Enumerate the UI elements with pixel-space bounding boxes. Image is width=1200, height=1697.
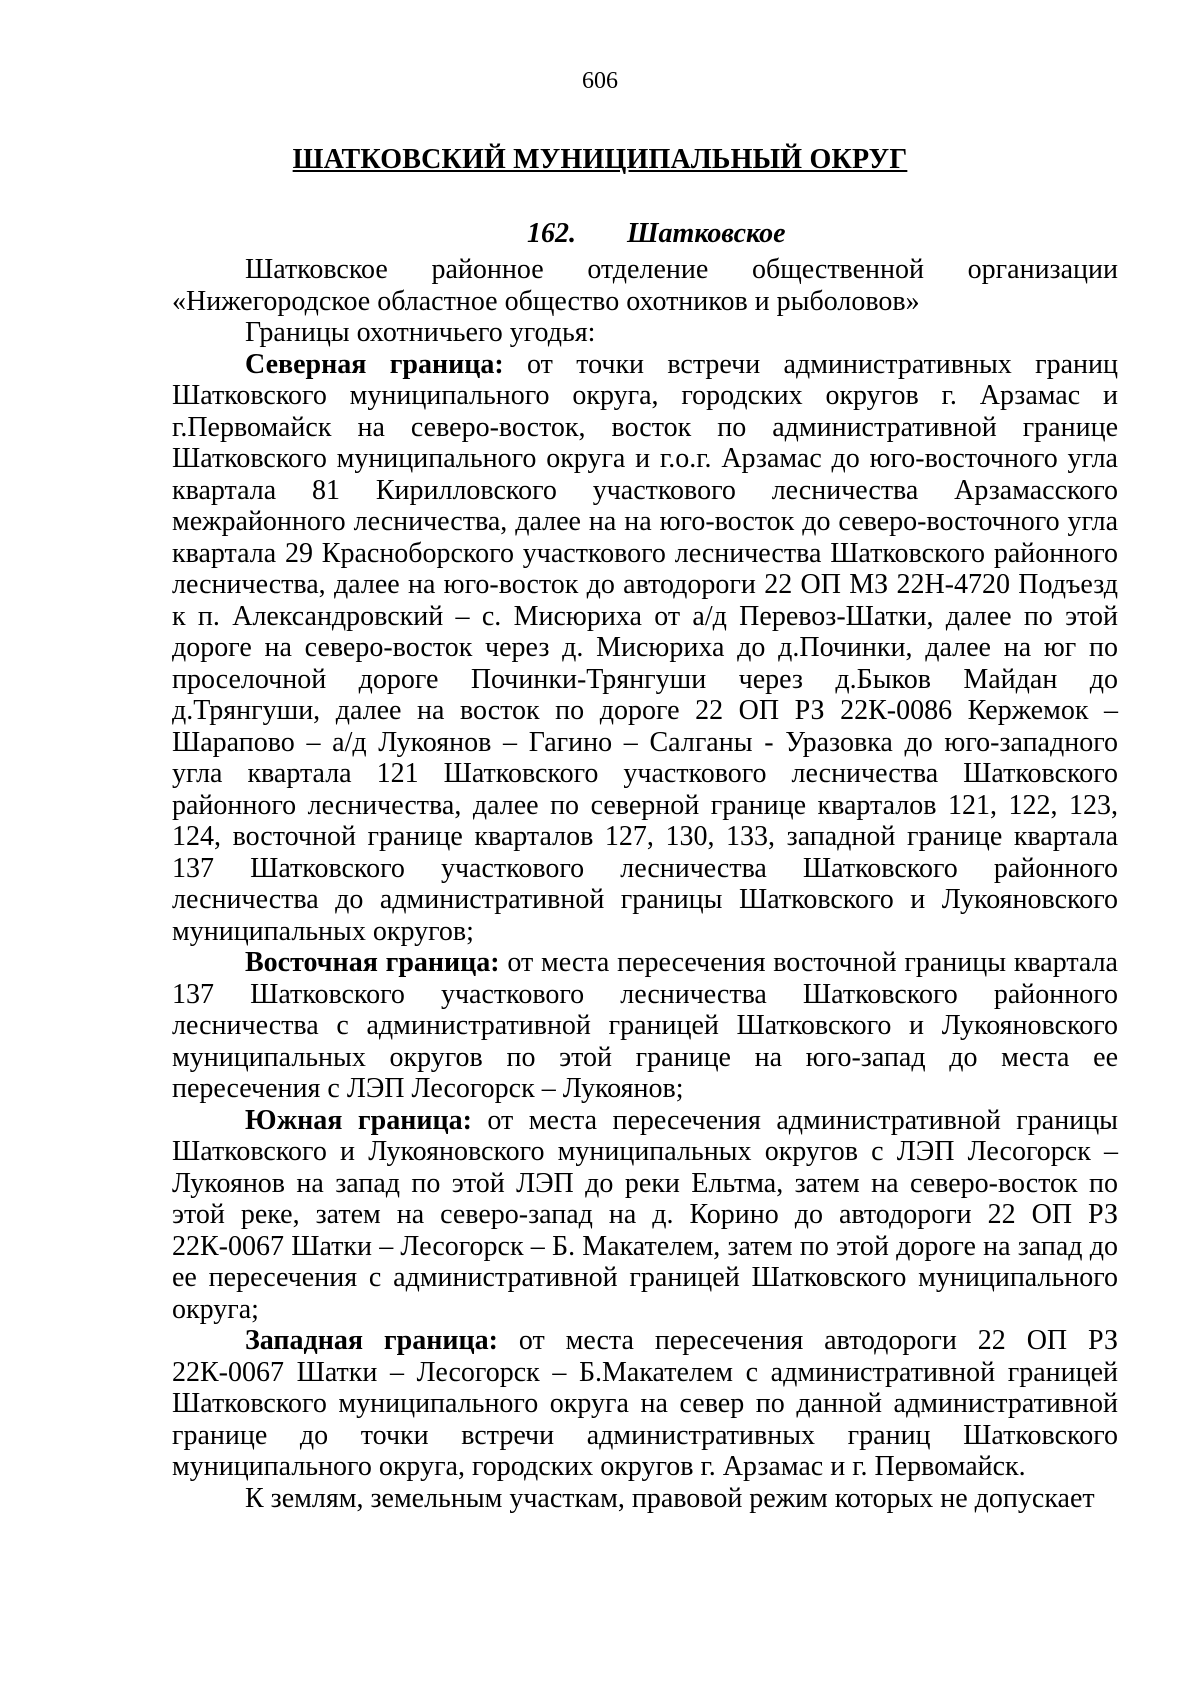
- north-boundary-paragraph: [172, 349, 1118, 948]
- south-boundary-paragraph: [172, 1105, 1118, 1326]
- section-title: [527, 218, 786, 250]
- north-boundary-label: Северная граница:: [245, 348, 504, 380]
- district-heading: ШАТКОВСКИЙ МУНИЦИПАЛЬНЫЙ ОКРУГ: [292, 144, 908, 175]
- south-boundary-text: от места пересечения административной границы Шатковского и Лукояновского муниципальных округов с ЛЭП Лесогорск – Лукоянов на запад по этой ЛЭП до реки Ельтма, затем на северо-восток по этой реке, затем на северо-запад на д. Корино до автодороги 22 ОП РЗ 22К-0067 Шатки – Лесогорск – Б. Макателем, затем по этой дороге на запад до ее пересечения с административной границей Шатковского муниципального округа;: [172, 1104, 1118, 1325]
- page-number: 606: [582, 68, 618, 94]
- section-name: Шатковское: [627, 218, 786, 249]
- west-boundary-label: Западная граница:: [245, 1325, 498, 1356]
- east-boundary-text: от места пересечения восточной границы квартала 137 Шатковского участкового лесничества Шатковского районного лесничества с административной границей Шатковского и Лукояновского муниципальных округов по этой границе на юго-запад до места ее пересечения с ЛЭП Лесогорск – Лукоянов;: [172, 947, 1118, 1104]
- closing-paragraph: К землям, земельным участкам, правовой режим которых не допускает: [245, 1482, 1095, 1514]
- east-boundary-paragraph: [172, 947, 1118, 1105]
- east-boundary-label: Восточная граница:: [245, 947, 500, 978]
- organization-paragraph: Шатковское районное отделение общественной организации «Нижегородское областное общество охотников и рыболовов»: [172, 254, 1118, 317]
- boundaries-intro: Границы охотничьего угодья:: [245, 317, 596, 348]
- south-boundary-label: Южная граница:: [245, 1104, 472, 1136]
- west-boundary-text: от места пересечения автодороги 22 ОП РЗ 22К-0067 Шатки – Лесогорск – Б.Макателем с административной границей Шатковского муниципального округа на север по данной административной границе до точки встречи административных границ Шатковского муниципального округа, городских округов г. Арзамас и г. Первомайск.: [172, 1325, 1118, 1482]
- north-boundary-text: от точки встречи административных границ Шатковского муниципального округа, городских округов г. Арзамас и г.Первомайск на северо-восток, восток по административной границе Шатковского муниципального округа и г.о.г. Арзамас до юго-восточного угла квартала 81 Кирилловского участкового лесничества Арзамасского межрайонного лесничества, далее на на юго-восток до северо-восточного угла квартала 29 Красноборского участкового лесничества Шатковского районного лесничества, далее на юго-восток до автодороги 22 ОП МЗ 22Н-4720 Подъезд к п. Александровский – с. Мисюриха от а/д Перевоз-Шатки, далее по этой дороге на северо-восток через д. Мисюриха до д.Починки, далее на юг по проселочной дороге Починки-Трянгуши через д.Быков Майдан до д.Трянгуши, далее на восток по дороге 22 ОП РЗ 22К-0086 Кержемок – Шарапово – а/д Лукоянов – Гагино – Салганы - Уразовка до юго-западного угла квартала 121 Шатковского участкового лесничества Шатковского районного лесничества, далее по северной границе кварталов 121, 122, 123, 124, восточной границе кварталов 127, 130, 133, западной границе квартала 137 Шатковского участкового лесничества Шатковского районного лесничества до административной границы Шатковского и Лукояновского муниципальных округов;: [172, 348, 1118, 947]
- document-body: [172, 254, 1118, 1514]
- section-number: 162.: [527, 218, 576, 249]
- west-boundary-paragraph: [172, 1325, 1118, 1483]
